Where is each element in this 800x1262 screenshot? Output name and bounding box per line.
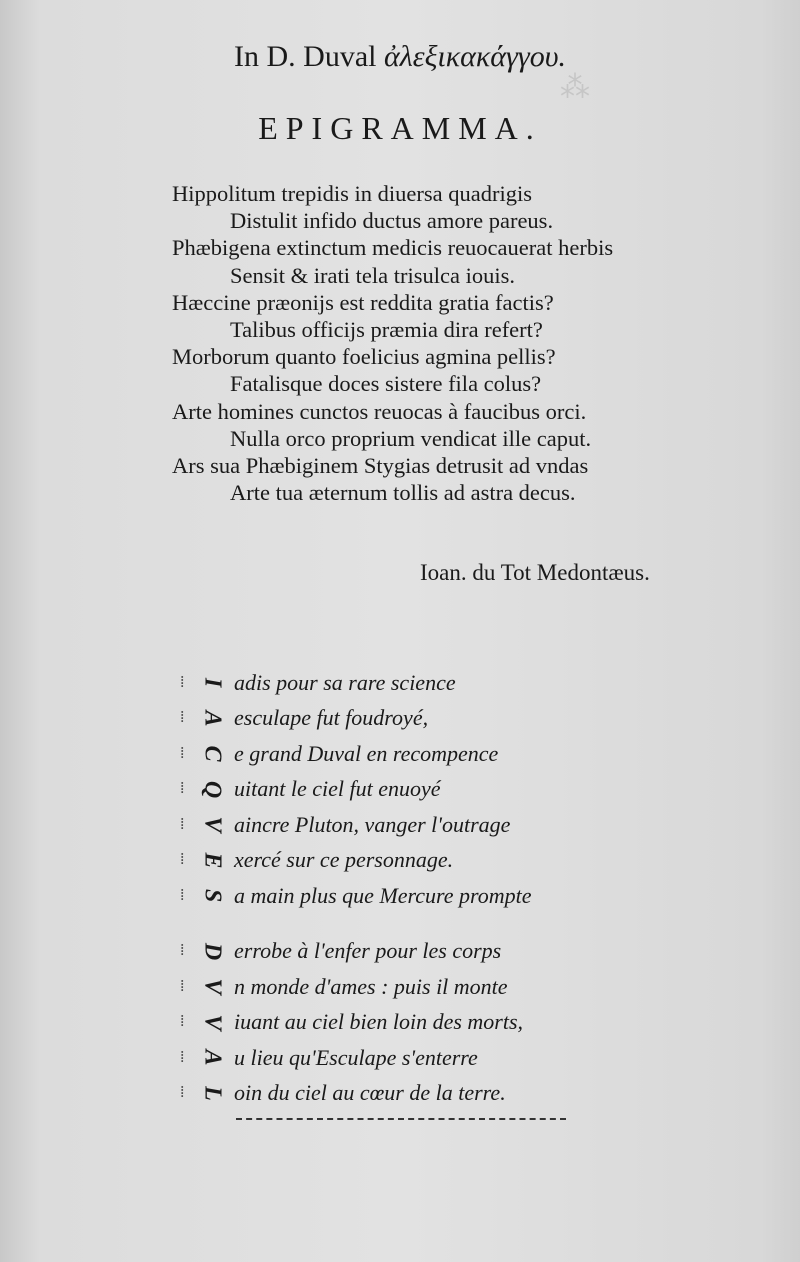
bracket-mark-icon: ⁞ <box>180 977 185 995</box>
bracket-mark-icon: ⁞ <box>180 673 185 691</box>
acrostic-initial-letter: C <box>199 745 226 762</box>
poem-line: Hæccine præonijs est reddita gratia factis? <box>172 289 554 315</box>
acrostic-line-text: uitant le ciel fut enuoyé <box>234 776 441 802</box>
acrostic-initial-letter: A <box>199 1049 226 1066</box>
poem-line: Arte homines cunctos reuocas à faucibus orci. <box>172 398 587 424</box>
acrostic-initial-letter: I <box>199 678 226 688</box>
page-heading <box>0 40 800 74</box>
acrostic-line <box>180 1005 532 1041</box>
bracket-mark-icon: ⁞ <box>180 886 185 904</box>
acrostic-initial-letter: S <box>199 889 226 903</box>
bracket-mark-icon: ⁞ <box>180 815 185 833</box>
acrostic-line <box>180 843 532 879</box>
author-signature: Ioan. du Tot Medontæus. <box>420 560 650 585</box>
poem-line: Fatalisque doces sistere fila colus? <box>230 371 542 397</box>
bracket-mark-icon: ⁞ <box>180 1048 185 1066</box>
poem-line: Morborum quanto foelicius agmina pellis? <box>172 344 556 370</box>
acrostic-line <box>180 772 532 808</box>
french-acrostic-poem <box>180 665 532 1111</box>
acrostic-line-text: iuant au ciel bien loin des morts, <box>234 1009 524 1035</box>
poem-line: Ars sua Phæbiginem Stygias detrusit ad vndas <box>172 453 589 479</box>
bracket-mark-icon: ⁞ <box>180 942 185 960</box>
poem-line: Distulit infido ductus amore pareus. <box>230 208 554 234</box>
poem-line: Nulla orco proprium vendicat ille caput. <box>230 425 592 451</box>
bracket-mark-icon: ⁞ <box>180 709 185 727</box>
epigram-title: EPIGRAMMA. <box>258 110 542 146</box>
acrostic-line-text: errobe à l'enfer pour les corps <box>234 938 502 964</box>
acrostic-line-text: a main plus que Mercure prompte <box>234 882 532 908</box>
acrostic-line-text: e grand Duval en recompence <box>234 740 499 766</box>
acrostic-line-text: oin du ciel au cœur de la terre. <box>234 1080 506 1106</box>
acrostic-initial-letter: V <box>199 816 226 833</box>
acrostic-line <box>180 969 532 1005</box>
bracket-mark-icon: ⁞ <box>180 851 185 869</box>
bracket-mark-icon: ⁞ <box>180 1013 185 1031</box>
acrostic-initial-letter: E <box>199 852 226 869</box>
poem-line: Phæbigena extinctum medicis reuocauerat herbis <box>172 235 614 261</box>
poem-line: Talibus officijs præmia dira refert? <box>230 317 543 343</box>
poem-line: Hippolitum trepidis in diuersa quadrigis <box>172 181 532 206</box>
acrostic-initial-letter: L <box>199 1085 226 1101</box>
acrostic-initial-letter: D <box>199 942 226 960</box>
acrostic-line <box>180 878 532 914</box>
acrostic-line <box>180 807 532 843</box>
acrostic-line <box>180 934 532 970</box>
bleed-through-decoration: ⁂ <box>560 71 590 104</box>
poem-line: Arte tua æternum tollis ad astra decus. <box>230 480 576 506</box>
acrostic-initial-letter: V <box>199 978 226 995</box>
acrostic-initial-letter: V <box>199 1014 226 1031</box>
acrostic-line-text: n monde d'ames : puis il monte <box>234 973 508 999</box>
bracket-mark-icon: ⁞ <box>180 1084 185 1102</box>
acrostic-line-text: aincre Pluton, vanger l'outrage <box>234 811 511 837</box>
acrostic-initial-letter: Q <box>199 780 226 798</box>
poem-line: Sensit & irati tela trisulca iouis. <box>230 262 515 288</box>
closing-rule <box>236 1118 566 1120</box>
acrostic-line <box>180 736 532 772</box>
heading-greek-text: ἀλεξικακάγγου. <box>384 40 566 73</box>
acrostic-initial-letter: A <box>199 710 226 727</box>
bracket-mark-icon: ⁞ <box>180 744 185 762</box>
acrostic-line <box>180 701 532 737</box>
acrostic-line-text: u lieu qu'Esculape s'enterre <box>234 1044 478 1070</box>
heading-text: In D. Duval <box>234 40 377 73</box>
bracket-mark-icon: ⁞ <box>180 780 185 798</box>
acrostic-line-text: adis pour sa rare science <box>234 669 456 695</box>
acrostic-line <box>180 665 532 701</box>
acrostic-line <box>180 1040 532 1076</box>
acrostic-line-text: xercé sur ce personnage. <box>234 847 454 873</box>
acrostic-line-text: esculape fut foudroyé, <box>234 705 429 731</box>
latin-epigram <box>172 180 613 506</box>
acrostic-line <box>180 1076 532 1112</box>
